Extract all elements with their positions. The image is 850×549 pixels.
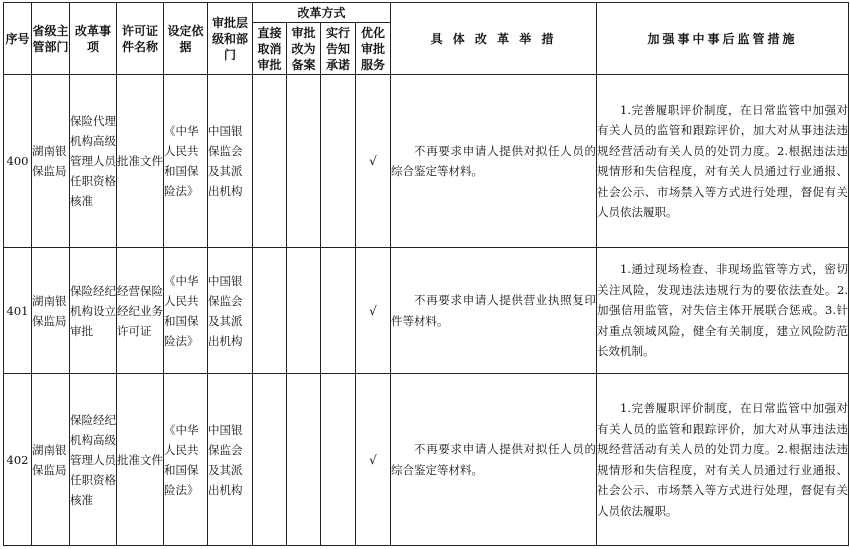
row-notify: [321, 75, 356, 248]
row-measures: [391, 248, 597, 374]
row-seq: 401: [4, 248, 32, 374]
table-row: [4, 75, 849, 248]
row-notify: [321, 248, 356, 374]
reform-table: [3, 2, 849, 546]
row-supervision-text: 1.完善履职评价制度，在日常监管中加强对有关人员的监管和跟踪评价，加大对从事违法违规经营活动有关人员的处罚力度。2.根据违法违规情形和失信程度，对有关人员通过行业通报、社会公示、市场禁入等方式进行处理，督促有关人员依法履职。: [597, 102, 849, 219]
row-supervision: [597, 374, 849, 546]
row-item: 保险经纪机构高级管理人员任职资格核准: [70, 374, 117, 546]
header-optimize: 优化审批服务: [356, 23, 391, 75]
row-optimize-check: √: [356, 75, 391, 248]
row-dept: 湖南银保监局: [32, 75, 70, 248]
row-item: 保险经纪机构设立审批: [70, 248, 117, 374]
row-filing: [287, 374, 321, 546]
row-filing: [287, 75, 321, 248]
header-seq: 序号: [4, 3, 32, 75]
header-level: 审批层级和部门: [208, 3, 253, 75]
row-license: 批准文件: [117, 75, 164, 248]
row-optimize-check: √: [356, 248, 391, 374]
header-measures: 具 体 改 革 举 措: [391, 3, 597, 75]
row-basis: 《中华人民共和国保险法》: [164, 374, 208, 546]
header-notify: 实行告知承诺: [321, 23, 356, 75]
row-cancel: [253, 248, 287, 374]
row-supervision: [597, 248, 849, 374]
row-notify: [321, 374, 356, 546]
row-seq: 400: [4, 75, 32, 248]
header-cancel: 直接取消审批: [253, 23, 287, 75]
row-measures-text: 不再要求申请人提供对拟任人员的综合鉴定等材料。: [391, 442, 597, 477]
header-supervision: 加强事中事后监管措施: [597, 3, 849, 75]
header-license: 许可证件名称: [117, 3, 164, 75]
header-reform-mode: 改革方式: [253, 3, 391, 23]
row-cancel: [253, 374, 287, 546]
header-dept: 省级主管部门: [32, 3, 70, 75]
row-item: 保险代理机构高级管理人员任职资格核准: [70, 75, 117, 248]
row-dept: 湖南银保监局: [32, 248, 70, 374]
row-measures: [391, 75, 597, 248]
table-row: [4, 374, 849, 546]
row-basis: 《中华人民共和国保险法》: [164, 75, 208, 248]
row-filing: [287, 248, 321, 374]
row-level: 中国银保监会及其派出机构: [208, 75, 253, 248]
header-filing: 审批改为备案: [287, 23, 321, 75]
row-supervision: [597, 75, 849, 248]
row-cancel: [253, 75, 287, 248]
row-supervision-text: 1.完善履职评价制度，在日常监管中加强对有关人员的监管和跟踪评价，加大对从事违法违规经营活动有关人员的处罚力度。2.根据违法违规情形和失信程度，对有关人员通过行业通报、社会公示、市场禁入等方式进行处理，督促有关人员依法履职。: [597, 401, 849, 518]
row-measures: [391, 374, 597, 546]
row-measures-text: 不再要求申请人提供对拟任人员的综合鉴定等材料。: [391, 143, 597, 178]
row-supervision-text: 1.通过现场检查、非现场监管等方式，密切关注风险，发现违法违规行为的要依法查处。2.加强信用监管，对失信主体开展联合惩戒。3.针对重点领域风险，健全有关制度，建立风险防范长效机制。: [597, 262, 849, 359]
row-level: 中国银保监会及其派出机构: [208, 374, 253, 546]
row-dept: 湖南银保监局: [32, 374, 70, 546]
row-seq: 402: [4, 374, 32, 546]
row-measures-text: 不再要求申请人提供营业执照复印件等材料。: [391, 293, 597, 328]
row-license: 批准文件: [117, 374, 164, 546]
row-basis: 《中华人民共和国保险法》: [164, 248, 208, 374]
row-optimize-check: √: [356, 374, 391, 546]
header-item: 改革事项: [70, 3, 117, 75]
header-basis: 设定依据: [164, 3, 208, 75]
row-level: 中国银保监会及其派出机构: [208, 248, 253, 374]
row-license: 经营保险经纪业务许可证: [117, 248, 164, 374]
table-row: [4, 248, 849, 374]
